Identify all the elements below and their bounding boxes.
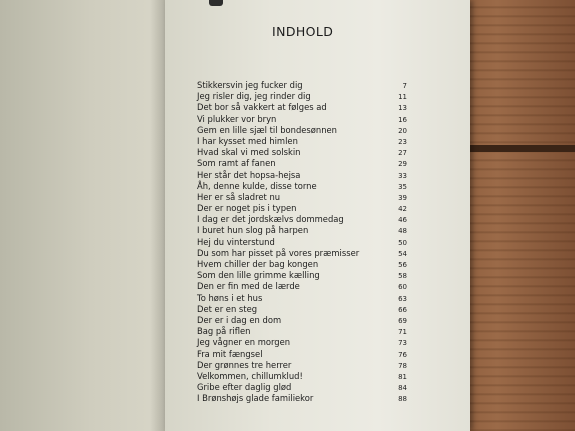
toc-entry [197, 393, 407, 404]
toc-entry-title: Det er en steg [197, 303, 258, 314]
toc-entry-page-number: 76 [398, 350, 407, 359]
toc-entry [197, 349, 407, 360]
toc-entry-title: I buret hun slog på harpen [197, 225, 309, 236]
toc-entry-page-number: 81 [398, 372, 407, 381]
toc-entry-page-number: 39 [398, 193, 407, 202]
toc-entry-page-number: 84 [398, 384, 407, 393]
toc-entry-title: Som ramt af fanen [197, 158, 276, 169]
toc-entry-title: Den er fin med de lærde [197, 281, 300, 292]
toc-entry [197, 382, 407, 393]
toc-entry-title: Bag på riflen [197, 326, 251, 337]
toc-entry-page-number: 48 [398, 227, 407, 236]
table-of-contents [197, 80, 407, 404]
toc-entry-page-number: 46 [398, 216, 407, 225]
toc-entry [197, 360, 407, 371]
toc-entry [197, 91, 407, 102]
toc-entry [197, 125, 407, 136]
toc-entry-title: Jeg vågner en morgen [197, 337, 291, 348]
corner-mark [209, 0, 223, 6]
toc-entry-page-number: 69 [398, 316, 407, 325]
toc-entry-title: Hvem chiller der bag kongen [197, 259, 319, 269]
toc-entry-page-number: 33 [398, 171, 407, 180]
toc-entry [197, 136, 407, 147]
toc-entry [197, 225, 407, 236]
toc-entry-title: Gribe efter daglig glød [197, 382, 292, 393]
toc-entry [197, 371, 407, 382]
toc-entry-page-number: 78 [398, 361, 407, 370]
toc-entry [197, 192, 407, 203]
toc-entry-title: Her er så sladret nu [197, 191, 281, 202]
toc-entry-page-number: 54 [398, 249, 407, 258]
toc-entry [197, 147, 407, 158]
toc-entry [197, 304, 407, 315]
toc-entry [197, 114, 407, 125]
toc-entry-page-number: 7 [402, 82, 407, 90]
toc-entry-title: Stikkersvin jeg fucker dig [197, 80, 303, 90]
toc-entry [197, 203, 407, 214]
toc-entry-page-number: 71 [398, 328, 407, 337]
toc-entry [197, 214, 407, 225]
toc-entry [197, 259, 407, 270]
toc-entry-title: Det bor så vakkert at følges ad [197, 102, 327, 113]
toc-entry-title: Som den lille grimme kælling [197, 270, 320, 281]
toc-entry [197, 248, 407, 259]
toc-entry-title: Her står det hopsa-hejsa [197, 169, 301, 180]
toc-entry [197, 80, 407, 91]
toc-entry [197, 337, 407, 348]
toc-entry-title: To høns i et hus [197, 292, 263, 303]
toc-entry [197, 158, 407, 169]
toc-entry-title: Der er i dag en dom [197, 314, 282, 325]
toc-entry [197, 170, 407, 181]
toc-entry-title: Der grønnes tre herrer [197, 359, 292, 370]
toc-entry-page-number: 11 [398, 93, 407, 102]
toc-entry-title: Fra mit fængsel [197, 348, 263, 359]
toc-entry-title: I Brønshøjs glade familiekor [197, 393, 314, 404]
toc-entry-page-number: 58 [398, 272, 407, 281]
toc-entry [197, 326, 407, 337]
toc-entry-title: Åh, denne kulde, disse torne [197, 180, 317, 191]
toc-entry-page-number: 29 [398, 160, 407, 169]
toc-entry [197, 315, 407, 326]
toc-entry [197, 181, 407, 192]
toc-entry-page-number: 56 [398, 261, 407, 269]
toc-entry-title: Vi plukker vor bryn [197, 113, 277, 124]
toc-entry-title: I har kysset med himlen [197, 135, 298, 146]
toc-entry-page-number: 88 [398, 395, 407, 404]
toc-entry-title: Hej du vinterstund [197, 236, 275, 247]
toc-entry [197, 102, 407, 113]
toc-entry-page-number: 50 [398, 238, 407, 247]
toc-entry-title: Jeg risler dig, jeg rinder dig [197, 91, 311, 102]
toc-entry-page-number: 20 [398, 126, 407, 135]
toc-entry-title: Gem en lille sjæl til bondesønnen [197, 124, 337, 135]
toc-entry-page-number: 42 [398, 205, 407, 214]
left-page-edge [0, 0, 165, 431]
toc-entry-title: Der er noget pis i typen [197, 203, 297, 214]
toc-entry-page-number: 35 [398, 182, 407, 191]
toc-entry-title: Hvad skal vi med solskin [197, 147, 301, 158]
toc-entry-page-number: 23 [398, 137, 407, 146]
toc-entry-title: Velkommen, chillumklud! [197, 370, 303, 381]
toc-entry [197, 270, 407, 281]
page-title: INDHOLD [272, 24, 334, 39]
toc-entry-page-number: 13 [398, 104, 407, 113]
toc-entry-page-number: 16 [398, 115, 407, 124]
toc-entry [197, 293, 407, 304]
toc-entry-page-number: 60 [398, 283, 407, 292]
toc-entry-title: I dag er det jordskælvs dommedag [197, 214, 344, 225]
toc-entry-title: Du som har pisset på vores præmisser [197, 247, 360, 258]
toc-entry-page-number: 66 [398, 305, 407, 314]
toc-entry-page-number: 73 [398, 339, 407, 348]
toc-entry-page-number: 27 [398, 149, 407, 158]
toc-entry [197, 281, 407, 292]
toc-entry-page-number: 63 [398, 294, 407, 303]
toc-entry [197, 237, 407, 248]
